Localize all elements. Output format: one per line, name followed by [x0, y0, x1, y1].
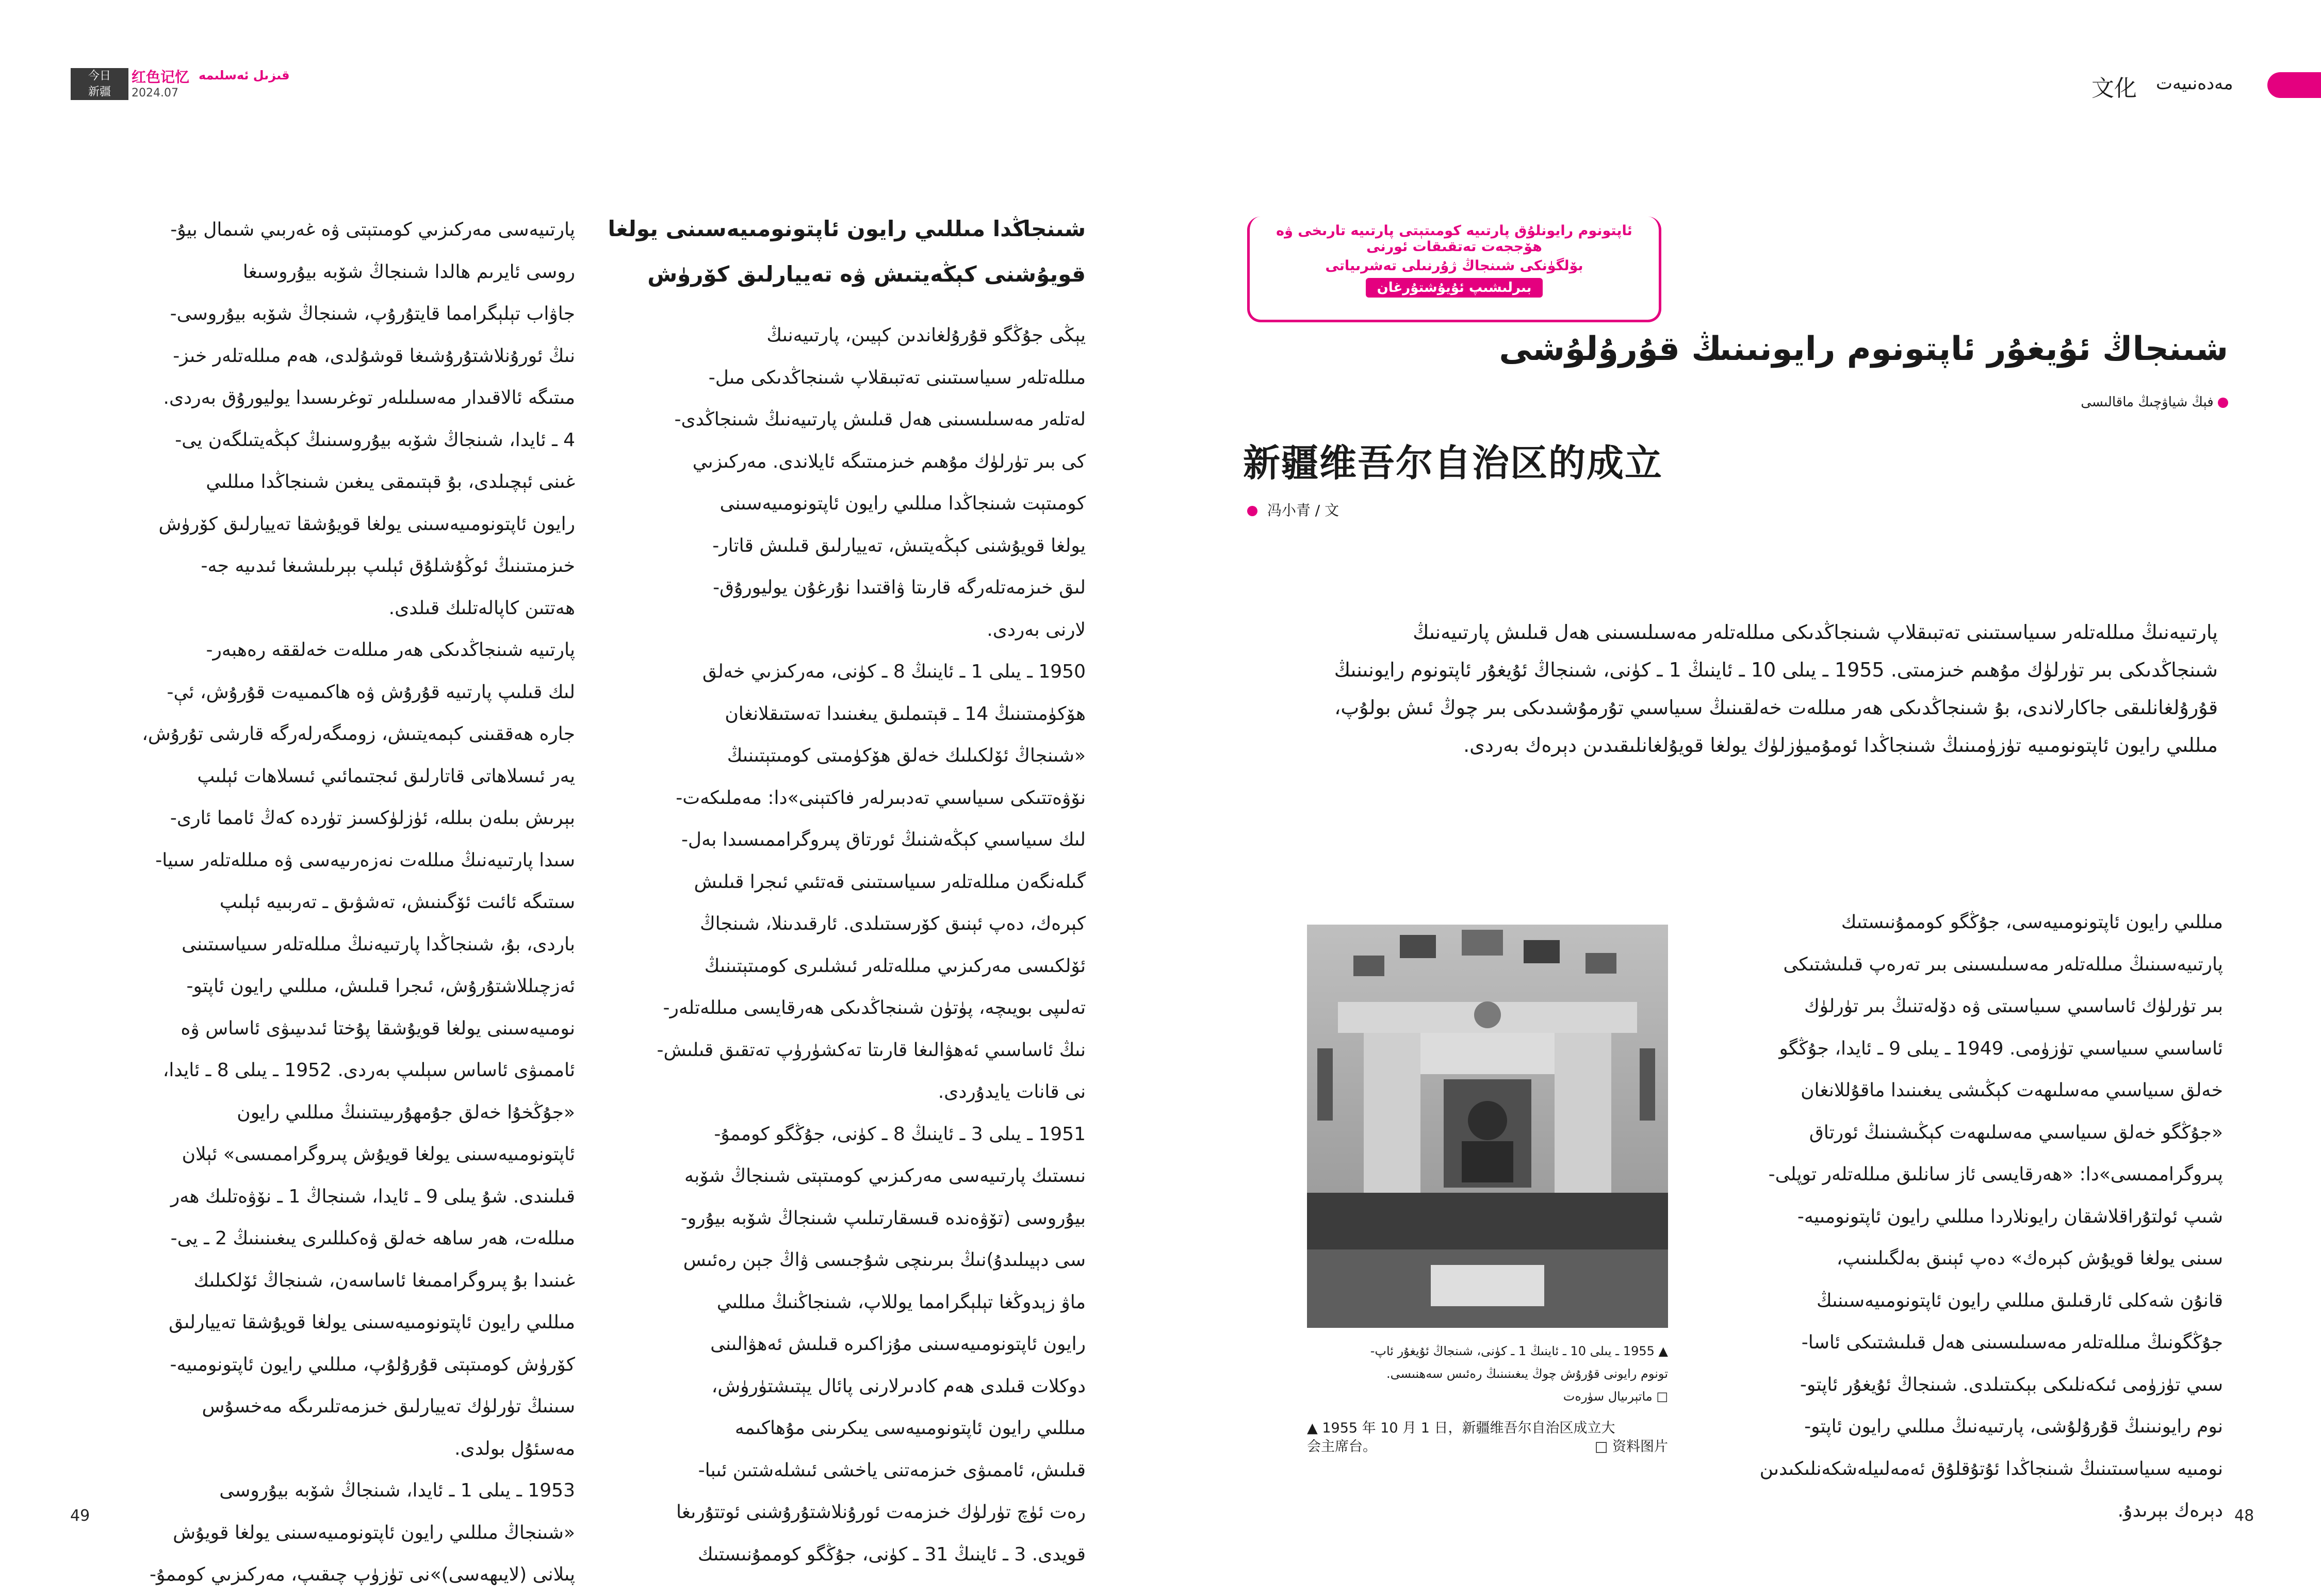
text-line: ماۋ زېدوڭغا تېلېگرامما يوللاپ، شىنجاڭنىڭ مىللىي [716, 1291, 1086, 1313]
text-line: نىستىك پارتىيەسى مەركىزىي كومىتېتى شىنجاڭ شۆبە [684, 1165, 1086, 1187]
column-middle [606, 315, 1086, 1575]
text-line: سىدا پارتىيەنىڭ مىللەت نەزەرىيەسى ۋە مىللەتلەر سىيا- [155, 849, 575, 871]
magazine-logo: 今日 新疆 [71, 68, 128, 100]
text-line: كومىتېت شىنجاڭدا مىللىي رايون ئاپتونومىيەسىنى [720, 493, 1086, 514]
kicker-line-2: بۆلگۈنكى شىنجاڭ ژۇرنىلى تەشرىياتى [1325, 258, 1583, 274]
text-line: نى قانات يايدۇردى. [938, 1081, 1086, 1103]
text-line: روسى ئايرىم ھالدا شىنجاڭ شۆبە بيۇروسىغا [242, 261, 575, 283]
caption-zh [1307, 1419, 1668, 1456]
text-line: پارتىيەسى مەركىزىي كومىتېتى ۋە غەربىي شىمال بيۇ- [170, 219, 575, 240]
caption-ug-line-3: □ ماتېرىيال سۈرەت [1563, 1389, 1668, 1404]
column-title-ug: قىزىل ئەسلىمە [199, 68, 290, 83]
text-line: سىنىڭ تۈرلۈك تەييارلىق خىزمەتلىرىگە مەخسۇس [202, 1396, 575, 1417]
text-line: پىلانى (لايىھەسى)»نى تۈزۈپ چىقىپ، مەركىزىي كوممۇ- [150, 1564, 575, 1585]
text-line: يەر ئىسلاھاتى قاتارلىق ئىجتىمائىي ئىسلاھات ئېلىپ [197, 765, 575, 787]
text-line: سىتىگە ئائىت ئۆگىنىش، تەشۋىق ـ تەربىيە ئېلىپ [219, 892, 575, 913]
text-line: دوكلات قىلدى ھەم كادىرلارنى پائال يېتىشتۈرۈش، [711, 1375, 1086, 1397]
text-line: نومىيەسىنى يولغا قويۇشقا پۇختا ئىدىيىۋى ئاساس ۋە [181, 1017, 575, 1039]
text-line: سىي تۈزۈمى ئىكەنلىكى بېكىتىلدى. شىنجاڭ ئۇيغۇر ئاپتو- [1800, 1374, 2223, 1395]
text-line: ئاساسىي سىياسىي تۈزۈمى. 1949 ـ يىلى 9 ـ ئايدا، جۇڭگو [1779, 1038, 2223, 1059]
text-line: رەت ئۈچ تۈرلۈك خىزمەت ئورۇنلاشتۇرۇشنى ئوتتۇرىغا [676, 1502, 1086, 1523]
bullet-icon [2218, 398, 2228, 408]
text-line: كۆرۈش كومىتېتى قۇرۇلۇپ، مىللىي رايون ئاپتونومىيە- [170, 1354, 575, 1375]
section-tab [2267, 72, 2321, 98]
author-zh: 冯小青 / 文 [1267, 502, 1339, 519]
text-line: شىپ ئولتۇراقلاشقان رايونلاردا مىللىي رايون ئاپتونومىيە- [1797, 1206, 2223, 1227]
kicker-box [1247, 217, 1661, 322]
author-ug: فېڭ شياۋچىڭ ماقالىسى [2081, 394, 2214, 410]
text-line: مىللەتلەر سىياسىتىنى تەتبىقلاپ شىنجاڭدىكى مىل- [708, 367, 1086, 388]
column-left [93, 209, 575, 1596]
text-line: غىنىدا بۇ پىروگراممىغا ئاساسەن، شىنجاڭ ئۆلكىلىك [193, 1270, 575, 1291]
text-line: پارتىيە شىنجاڭدىكى ھەر مىللەت خەلققە رەھبەر- [206, 639, 575, 661]
caption-zh-line-2: 会主席台。 [1307, 1439, 1377, 1455]
text-line: جۇڭگونىڭ مىللەتلەر مەسىلىسىنى ھەل قىلىشتىكى ئاسا- [1801, 1332, 2223, 1353]
intro-paragraph [1240, 614, 2218, 764]
text-line: ئاپتونومىيەسىنى يولغا قويۇش پىروگراممىسى» ئېلان [182, 1144, 575, 1165]
kicker-line-1: ئاپتونوم رايونلۇق پارتىيە كومىتېتى پارتىيە تارىخى ۋە ھۆججەت تەتقىقات ئورنى [1276, 223, 1632, 255]
text-line: نىڭ ئورۇنلاشتۇرۇشىغا قوشۇلدى، ھەم مىللەتلەر خىز- [173, 345, 575, 367]
caption-ug [1307, 1340, 1668, 1408]
text-line: بيۇروسى (تۆۋەندە قىسقارتىلىپ شىنجاڭ شۆبە بيۇرو- [680, 1207, 1086, 1229]
text-line: خىزمىتىنىڭ ئوڭۇشلۇق ئېلىپ بېرىلىشىغا ئىدىيە جە- [201, 555, 575, 577]
section-heading [606, 206, 1086, 297]
text-line: ھەتتىن كاپالەتلىك قىلدى. [388, 597, 575, 619]
text-line: جارە ھەققىنى كېمەيتىش، زومىگەرلەرگە قارشى تۇرۇش، [142, 723, 575, 745]
text-line: لىك قىلىپ پارتىيە قۇرۇش ۋە ھاكىمىيەت قۇرۇش، ئې- [167, 681, 575, 703]
text-line: مىتىگە ئالاقىدار مەسىلىلەر توغرىسىدا يوليورۇق بەردى. [163, 387, 575, 408]
text-line: ھۆكۈمىتىنىڭ 14 ـ قېتىملىق يىغىنىدا تەستىقلانغان [725, 703, 1086, 725]
column-right-lower [1728, 901, 2223, 1532]
text-line: كى بىر تۈرلۈك مۇھىم خىزمىتىگە ئايلاندى. مەركىزىي [692, 451, 1086, 472]
article-title-ug: شىنجاڭ ئۇيغۇر ئاپتونوم رايونىنىڭ قۇرۇلۇشى [1499, 330, 2228, 368]
text-line: يولغا قويۇشنى كېڭەيتىش، تەييارلىق قىلىش قاتار- [712, 535, 1086, 556]
text-line: قۇرۇلغانلىقى جاكارلاندى، بۇ شىنجاڭدىكى ھەر مىللەت خەلقىنىڭ سىياسىي تۇرمۇشىدىكى بىر چوڭ ئىش بولۇپ، [1334, 696, 2218, 719]
text-line: رايون ئاپتونومىيەسىنى مۇزاكىرە قىلىش ئەھۋالىنى [710, 1334, 1086, 1355]
text-line: ئاممىۋى ئاساس سېلىپ بەردى. 1952 ـ يىلى 8 ـ ئايدا، [162, 1060, 575, 1081]
caption-ug-line-1: ▲ 1955 ـ يىلى 10 ـ ئاينىڭ 1 ـ كۈنى، شىنجاڭ ئۇيغۇر ئاپ- [1370, 1344, 1668, 1358]
text-line: «شىنجاڭ ئۆلكىلىك خەلق ھۆكۈمىتى كومىتېتىنىڭ [727, 745, 1086, 766]
text-line: مىللەت، ھەر ساھە خەلق ۋەكىللىرى يىغىنىنىڭ 2 ـ يى- [170, 1228, 575, 1249]
section-heading-line-2: قويۇشنى كېڭەيتىش ۋە تەييارلىق كۆرۈش [647, 261, 1086, 287]
text-line: كېرەك، دەپ ئېنىق كۆرسىتىلدى. ئارقىدىنلا، شىنجاڭ [699, 913, 1086, 934]
text-line: مىللىي رايون ئاپتونومىيەسى، جۇڭگو كوممۇنىستىك [1841, 912, 2223, 933]
caption-zh-line-1: ▲ 1955 年 10 月 1 日，新疆维吾尔自治区成立大 [1307, 1420, 1615, 1436]
section-title-ug: مەدەنىيەت [2156, 73, 2233, 94]
text-line: جاۋاب تېلېگرامما قايتۇرۇپ، شىنجاڭ شۆبە بيۇروسى- [170, 303, 575, 324]
text-line: «جۇڭخۇا خەلق جۇمھۇرىيىتىنىڭ مىللىي رايون [237, 1101, 575, 1123]
section-title-zh: 文化 [2091, 75, 2137, 102]
text-line: سى دېيىلىدۇ)نىڭ بىرىنچى شۇجىسى ۋاڭ جېن رەئىس [683, 1249, 1086, 1271]
text-line: لارنى بەردى. [987, 619, 1086, 640]
text-line: 1951 ـ يىلى 3 ـ ئاينىڭ 8 ـ كۈنى، جۇڭگو كوممۇ- [714, 1123, 1086, 1145]
text-line: شىنجاڭدىكى بىر تۈرلۈك مۇھىم خىزمىتى. 1955 ـ يىلى 10 ـ ئاينىڭ 1 ـ كۈنى، شىنجاڭ ئۇيغۇر ئاپتونوم رايونىنىڭ [1334, 659, 2218, 681]
text-line: تەلىپى بويىچە، پۈتۈن شىنجاڭدىكى ھەرقايسى مىللەتلەر- [663, 997, 1086, 1018]
text-line: باردى، بۇ، شىنجاڭدا پارتىيەنىڭ مىللەتلەر سىياسىتىنى [182, 933, 575, 955]
text-line: گىلەنگەن مىللەتلەر سىياسىتىنى قەتئىي ئىجرا قىلىش [694, 871, 1086, 893]
text-line: مەسئۇل بولدى. [454, 1438, 575, 1459]
text-line: يېڭى جۇڭگو قۇرۇلغاندىن كېيىن، پارتىيەنىڭ [766, 325, 1086, 346]
text-line: «شىنجاڭ مىللىي رايون ئاپتونومىيەسىنى يولغا قويۇش [173, 1522, 575, 1543]
text-line: بېرىش بىلەن بىللە، ئۈزلۈكسىز تۈردە كەڭ ئامما ئارى- [170, 808, 575, 829]
text-line: نۆۋەتتىكى سىياسىي تەدبىرلەر فاكتېنى»دا: مەملىكەت- [676, 787, 1086, 809]
text-line: 1953 ـ يىلى 1 ـ ئايدا، شىنجاڭ شۆبە بيۇروسى [219, 1480, 575, 1501]
column-title-zh: 红色记忆 [132, 69, 190, 86]
text-line: نىڭ ئاساسىي ئەھۋالىغا قارىتا تەكشۈرۈپ تەتقىق قىلىش- [657, 1039, 1086, 1061]
text-line: ئەزچىللاشتۇرۇش، ئىجرا قىلىش، مىللىي رايون ئاپتو- [186, 976, 575, 997]
text-line: خەلق سىياسىي مەسلىھەت كېڭىشى يىغىنىدا ماقۇللانغان [1801, 1080, 2223, 1101]
text-line: مىللىي رايون ئاپتونومىيەسى يىكرىنى مۇھاكىمە [734, 1418, 1086, 1439]
text-line: لىك سىياسىي كېڭەشنىڭ ئورتاق پىروگراممىسىدا بەل- [681, 829, 1086, 850]
text-line: لەتلەر مەسىلىسىنى ھەل قىلىش پارتىيەنىڭ شىنجاڭدى- [674, 409, 1086, 430]
text-line: بىر تۈرلۈك ئاساسىي سىياسىتى ۋە دۆلەتنىڭ بىر تۈرلۈك [1804, 996, 2223, 1017]
bullet-icon [1247, 506, 1257, 516]
text-line: 4 ـ ئايدا، شىنجاڭ شۆبە بيۇروسىنىڭ كېڭەيتىلگەن يى- [175, 429, 575, 451]
text-line: قىلىندى. شۇ يىلى 9 ـ ئايدا، شىنجاڭ 1 ـ نۆۋەتلىك ھەر [170, 1186, 575, 1207]
archive-photo [1307, 925, 1668, 1328]
author-line-ug [2081, 394, 2228, 410]
page-number-right: 48 [2234, 1507, 2254, 1525]
text-line: ئۆلكىسى مەركىزىي مىللەتلەر ئىشلىرى كومىتېتىنىڭ [704, 955, 1086, 977]
text-line: لىق خىزمەتلەرگە قارىتا ۋاقتىدا نۇرغۇن يوليورۇق- [713, 577, 1086, 598]
caption-ug-line-2: تونوم رايونى قۇرۇش چوڭ يىغىنىنىڭ رەئىس سەھنىسى. [1386, 1367, 1668, 1381]
issue-date: 2024.07 [132, 87, 178, 100]
section-heading-line-1: شىنجاڭدا مىللىي رايون ئاپتونومىيەسىنى يولغا [608, 216, 1086, 241]
text-line: سىنى يولغا قويۇش كېرەك» دەپ ئېنىق بەلگىلىنىپ، [1836, 1248, 2223, 1269]
page-number-left: 49 [70, 1507, 90, 1525]
text-line: نوم رايونىنىڭ قۇرۇلۇشى، پارتىيەنىڭ مىللىي رايون ئاپتو- [1804, 1416, 2223, 1437]
text-line: رايون ئاپتونومىيەسىنى يولغا قويۇشقا تەييارلىق كۆرۈش [158, 513, 575, 535]
text-line: نومىيە سىياسىتىنىڭ شىنجاڭدا ئۇتۇقلۇق ئەمەلىيلەشكەنلىكىدىن [1759, 1458, 2223, 1479]
text-line: دېرەك بېرىدۇ. [2117, 1500, 2223, 1521]
text-line: «جۇڭگو خەلق سىياسىي مەسلىھەت كېڭىشىنىڭ ئورتاق [1809, 1122, 2223, 1143]
article-title-zh: 新疆维吾尔自治区的成立 [1243, 441, 1663, 485]
author-line-zh [1247, 499, 1339, 520]
text-line: قويدى. 3 ـ ئاينىڭ 31 ـ كۈنى، جۇڭگو كوممۇنىستىك [697, 1543, 1086, 1565]
text-line: پارتىيەسىنىڭ مىللەتلەر مەسىلىسىنى بىر تەرەپ قىلىشتىكى [1783, 953, 2223, 975]
text-line: پىروگراممىسى»دا: «ھەرقايسى ئاز سانلىق مىللەتلەر توپلى- [1768, 1164, 2223, 1185]
text-line: قانۇن شەكلى ئارقىلىق مىللىي رايون ئاپتونومىيەسىنىڭ [1816, 1290, 2223, 1311]
kicker-line-3: بىرلىشىپ ئۇيۇشتۇرغان [1366, 278, 1543, 298]
caption-zh-line-3: □ 资料图片 [1594, 1439, 1668, 1455]
text-line: پارتىيەنىڭ مىللەتلەر سىياسىتىنى تەتبىقلاپ شىنجاڭدىكى مىللەتلەر مەسىلىسىنى ھەل قىلىش پارتىيەنىڭ [1413, 621, 2218, 644]
text-line: مىللىي رايون ئاپتونومىيەسىنى يولغا قويۇشقا تەييارلىق [169, 1312, 575, 1333]
text-line: 1950 ـ يىلى 1 ـ ئاينىڭ 8 ـ كۈنى، مەركىزىي خەلق [702, 661, 1086, 682]
text-line: قىلىش، ئاممىۋى خىزمەتنى ياخشى ئىشلەشتىن ئىبا- [698, 1459, 1086, 1481]
text-line: مىللىي رايون ئاپتونومىيە تۈزۈمىنىڭ شىنجاڭدا ئومۇميۈزلۈك يولغا قويۇلغانلىقىدىن دېرەك بەردى. [1463, 734, 2218, 756]
text-line: غىنى ئېچىلدى، بۇ قېتىمقى يىغىن شىنجاڭدا مىللىي [206, 471, 575, 492]
